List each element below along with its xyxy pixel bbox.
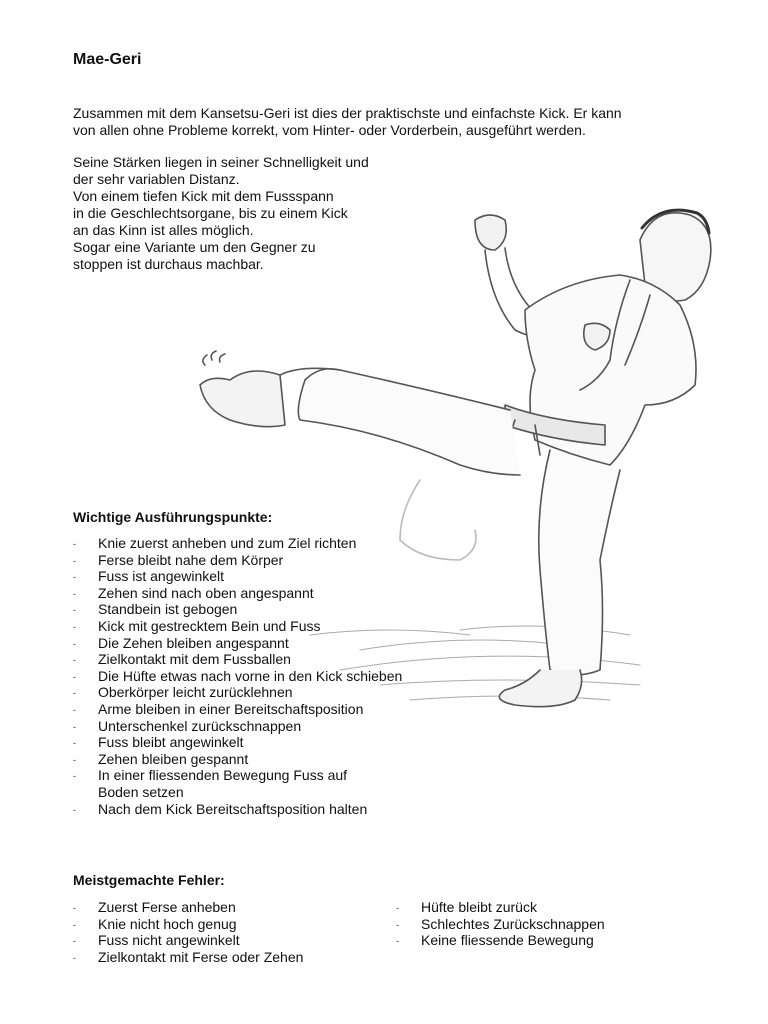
list-item: - Zehen sind nach oben angespannt <box>73 585 493 602</box>
list-item: - Nach dem Kick Bereitschaftsposition halten <box>73 801 493 818</box>
errors-list-right <box>396 899 696 949</box>
list-item: - Schlechtes Zurückschnappen <box>396 916 696 933</box>
list-item: - Hüfte bleibt zurück <box>396 899 696 916</box>
key-points-list <box>73 535 493 817</box>
list-item: - Die Zehen bleiben angespannt <box>73 635 493 652</box>
list-item: - Kick mit gestrecktem Bein und Fuss <box>73 618 493 635</box>
key-points-heading: Wichtige Ausführungspunkte: <box>73 509 273 525</box>
list-item: - Standbein ist gebogen <box>73 601 493 618</box>
strengths-paragraph: Seine Stärken liegen in seiner Schnelligkeit und der sehr variablen Distanz. Von einem tiefen Kick mit dem Fussspann in die Geschlechtsorgane, bis zu einem Kick an das Kinn ist alles möglich. Sogar eine Variante um den Gegner zu stoppen ist durchaus machbar. <box>73 154 369 272</box>
list-item: - Zielkontakt mit dem Fussballen <box>73 651 493 668</box>
list-item: - In einer fliessenden Bewegung Fuss auf Boden setzen <box>73 767 493 800</box>
list-item: - Fuss ist angewinkelt <box>73 568 493 585</box>
list-item: - Knie nicht hoch genug <box>73 916 373 933</box>
errors-list-left <box>73 899 373 965</box>
page-title: Mae-Geri <box>73 51 142 68</box>
list-item: - Fuss nicht angewinkelt <box>73 932 373 949</box>
intro-paragraph: Zusammen mit dem Kansetsu-Geri ist dies der praktischste und einfachste Kick. Er kann von allen ohne Probleme korrekt, vom Hinter- oder Vorderbein, ausgeführt werden. <box>73 105 622 138</box>
list-item: - Unterschenkel zurückschnappen <box>73 718 493 735</box>
list-item: - Ferse bleibt nahe dem Körper <box>73 552 493 569</box>
list-item: - Die Hüfte etwas nach vorne in den Kick schieben <box>73 668 493 685</box>
list-item: - Fuss bleibt angewinkelt <box>73 734 493 751</box>
list-item: - Keine fliessende Bewegung <box>396 932 696 949</box>
list-item: - Oberkörper leicht zurücklehnen <box>73 684 493 701</box>
list-item: - Zehen bleiben gespannt <box>73 751 493 768</box>
list-item: - Zuerst Ferse anheben <box>73 899 373 916</box>
list-item: - Knie zuerst anheben und zum Ziel richten <box>73 535 493 552</box>
errors-heading: Meistgemachte Fehler: <box>73 872 225 888</box>
list-item: - Zielkontakt mit Ferse oder Zehen <box>73 949 373 966</box>
list-item: - Arme bleiben in einer Bereitschaftsposition <box>73 701 493 718</box>
